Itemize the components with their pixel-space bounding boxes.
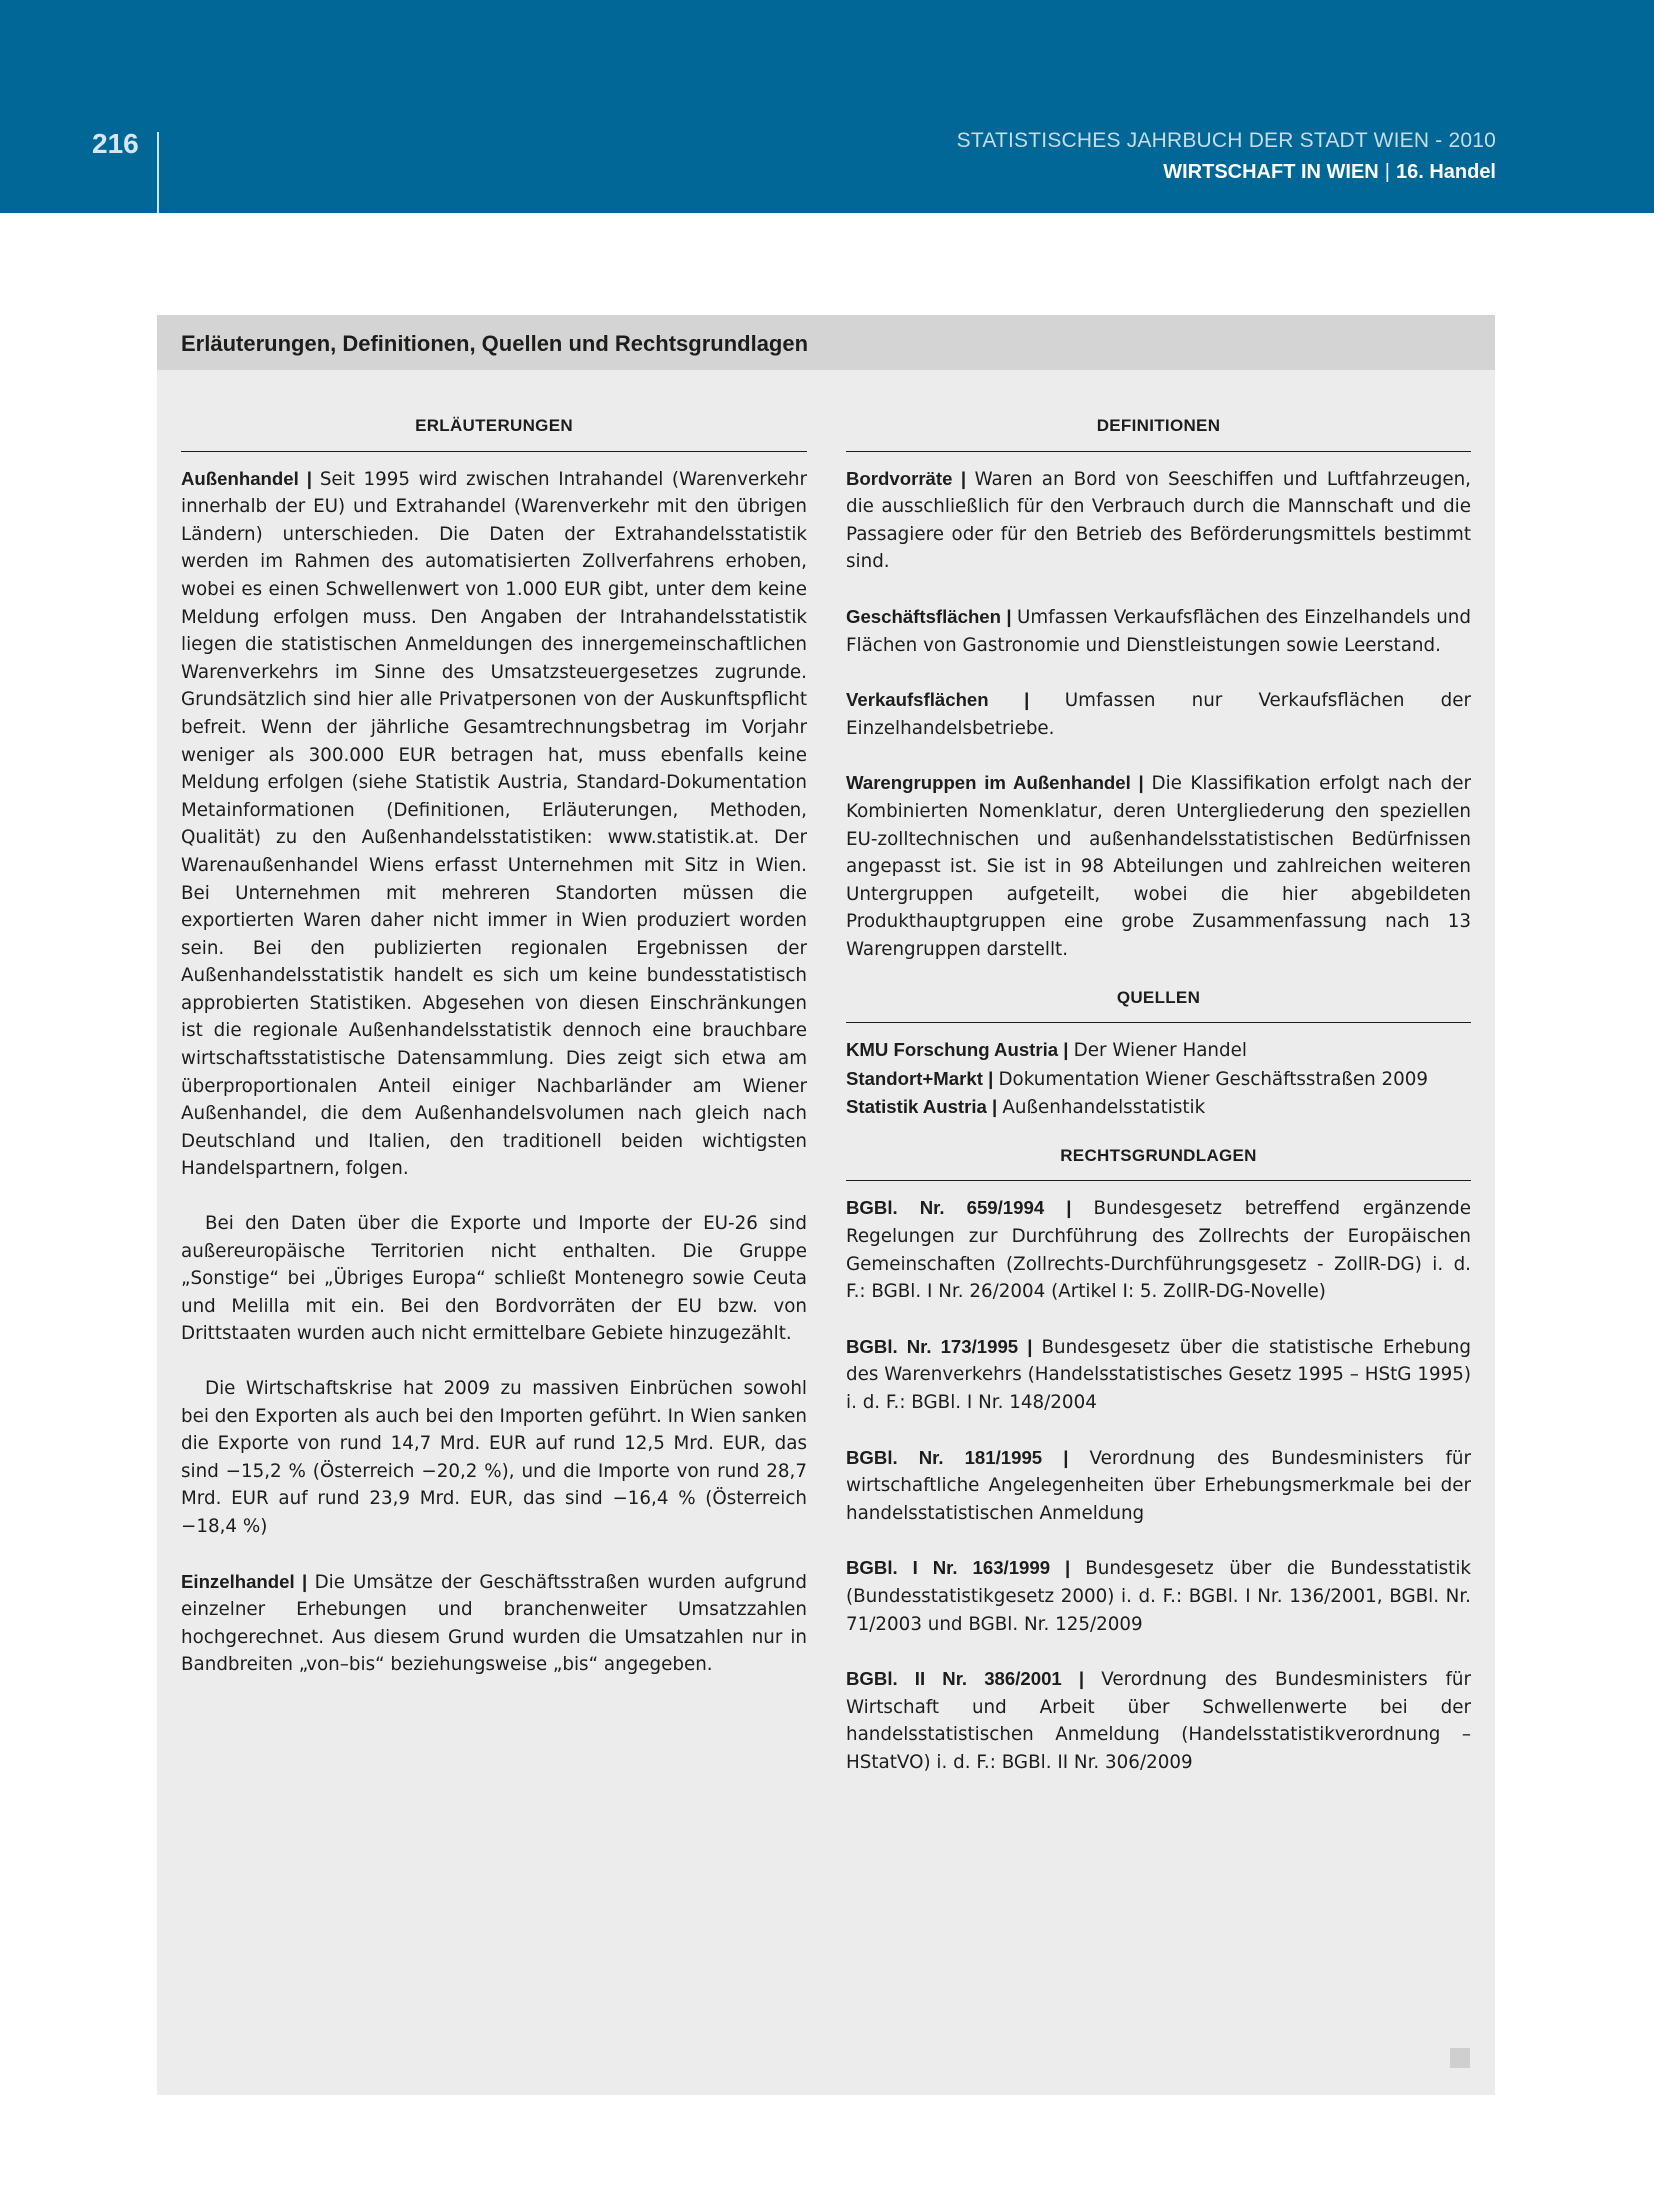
panel-title-bar: [157, 315, 1495, 370]
definition-item: [846, 465, 1471, 576]
definition-item: [846, 769, 1471, 963]
source-item: [846, 1065, 1471, 1094]
source-text: Der Wiener Handel: [1073, 1040, 1247, 1062]
text-einzelhandel: Die Umsätze der Geschäftsstraßen wurden aufgrund einzelner Erhebungen und branchenweiter Umsatzzahlen hochgerechnet. Aus diesem Grund wurden die Umsatzahlen nur in Bandbreiten „von–bis“ beziehungsweise „bis“ angegeben.: [181, 1571, 807, 1676]
term-einzelhandel: Einzelhandel |: [181, 1571, 315, 1592]
column-definitionen: [846, 412, 1471, 1777]
definition-item: [846, 603, 1471, 659]
law-item: [846, 1554, 1471, 1638]
source-term: KMU Forschung Austria |: [846, 1039, 1074, 1060]
heading-quellen: QUELLEN: [846, 984, 1471, 1024]
definition-text: Umfassen Verkaufsflächen des Einzelhandels und Flächen von Gastronomie und Dienstleistungen sowie Leerstand.: [846, 606, 1471, 656]
source-term: Standort+Markt |: [846, 1068, 998, 1089]
heading-erlaeuterungen: ERLÄUTERUNGEN: [181, 412, 807, 452]
column-erlaeuterungen: [181, 412, 807, 1679]
source-text: Dokumentation Wiener Geschäftsstraßen 2009: [998, 1068, 1429, 1090]
section-separator: |: [1384, 161, 1390, 183]
source-item: [846, 1093, 1471, 1122]
law-item: [846, 1333, 1471, 1417]
section-title: [957, 161, 1496, 184]
law-item: [846, 1665, 1471, 1776]
law-term: BGBl. Nr. 181/1995 |: [846, 1447, 1090, 1468]
law-item: [846, 1444, 1471, 1528]
header-divider: [157, 132, 159, 213]
law-text: Verordnung des Bundesministers für wirtschaftliche Angelegenheiten über Erhebungsmerkmale bei der handelsstatistischen Anmeldung: [846, 1447, 1471, 1524]
law-term: BGBl. Nr. 659/1994 |: [846, 1197, 1094, 1218]
law-term: BGBl. Nr. 173/1995 |: [846, 1336, 1042, 1357]
law-text: Bundesgesetz über die statistische Erhebung des Warenverkehrs (Handelsstatistisches Gesetz 1995 – HStG 1995) i. d. F.: BGBl. I Nr. 148/2004: [846, 1336, 1471, 1414]
heading-rechtsgrundlagen: RECHTSGRUNDLAGEN: [846, 1142, 1471, 1182]
definition-item: [846, 686, 1471, 742]
chapter-name: 16. Handel: [1395, 161, 1496, 183]
definition-text: Waren an Bord von Seeschiffen und Luftfahrzeugen, die ausschließlich für den Verbrauch durch die Mannschaft und die Passagiere oder für den Betrieb des Beförderungsmittels bestimmt sind.: [846, 468, 1471, 573]
source-item: [846, 1036, 1471, 1065]
panel-title: Erläuterungen, Definitionen, Quellen und Rechtsgrundlagen: [181, 331, 809, 356]
definition-term: Geschäftsflächen |: [846, 606, 1017, 627]
definition-term: Bordvorräte |: [846, 468, 975, 489]
law-text: Bundesgesetz betreffend ergänzende Regelungen zur Durchführung des Zollrechts der Europäischen Gemeinschaften (Zollrechts-Durchführungsgesetz - ZollR-DG) i. d. F.: BGBl. I Nr. 26/2004 (Artikel I: 5. ZollR-DG-Novelle): [846, 1198, 1471, 1303]
heading-definitionen: DEFINITIONEN: [846, 412, 1471, 452]
law-item: [846, 1194, 1471, 1305]
definition-text: Umfassen nur Verkaufsflächen der Einzelhandelsbetriebe.: [846, 690, 1471, 739]
publication-title: STATISTISCHES JAHRBUCH DER STADT WIEN - 2010: [956, 129, 1496, 152]
page-number: 216: [92, 128, 139, 159]
definition-text: Die Klassifikation erfolgt nach der Kombinierten Nomenklatur, deren Untergliederung den speziellen EU-zolltechnischen und außenhandelsstatistischen Bedürfnissen angepasst ist. Sie ist in 98 Abteilungen und zahlreichen weiteren Untergruppen aufgeteilt, wobei die hier abgebildeten Produkthauptgruppen eine grobe Zusammenfassung nach 13 Warengruppen darstellt.: [846, 773, 1471, 960]
definition-term: Warengruppen im Außenhandel |: [846, 772, 1152, 793]
source-term: Statistik Austria |: [846, 1096, 1002, 1117]
content-panel: [157, 315, 1495, 2095]
law-text: Bundesgesetz über die Bundesstatistik (Bundesstatistikgesetz 2000) i. d. F.: BGBl. I Nr. 136/2001, BGBl. Nr. 71/2003 und BGBl. Nr. 125/2009: [846, 1558, 1472, 1635]
running-header: [957, 129, 1496, 184]
law-term: BGBl. II Nr. 386/2001 |: [846, 1668, 1101, 1689]
paragraph-aussenhandel: [181, 465, 807, 1183]
paragraph-wirtschaftskrise: Die Wirtschaftskrise hat 2009 zu massiven Einbrüchen sowohl bei den Exporten als auch bei den Importen geführt. In Wien sanken die Exporte von rund 14,7 Mrd. EUR auf rund 12,5 Mrd. EUR, das sind −15,2 % (Österreich −20,2 %), und die Importe von rund 28,7 Mrd. EUR auf rund 23,9 Mrd. EUR, das sind −16,4 % (Österreich −18,4 %): [181, 1378, 807, 1537]
law-text: Verordnung des Bundesministers für Wirtschaft und Arbeit über Schwellenwerte bei der handelsstatistischen Anmeldung (Handelsstatistikverordnung – HStatVO) i. d. F.: BGBl. II Nr. 306/2009: [846, 1669, 1471, 1773]
term-aussenhandel: Außenhandel |: [181, 468, 320, 489]
corner-marker: [1450, 2048, 1470, 2068]
definition-term: Verkaufsflächen |: [846, 689, 1065, 710]
paragraph-eu26: Bei den Daten über die Exporte und Importe der EU-26 sind außereuropäische Territorien nicht enthalten. Die Gruppe „Sonstige“ bei „Übriges Europa“ schließt Montenegro sowie Ceuta und Melilla mit ein. Bei den Bordvorräten der EU bzw. von Drittstaaten wurden auch nicht ermittelbare Gebiete hinzugezählt.: [181, 1213, 807, 1345]
source-text: Außenhandelsstatistik: [1002, 1097, 1206, 1119]
paragraph-einzelhandel: [181, 1568, 807, 1679]
page-header: [0, 0, 1654, 213]
law-term: BGBl. I Nr. 163/1999 |: [846, 1557, 1085, 1578]
section-name: WIRTSCHAFT IN WIEN: [1163, 161, 1379, 183]
text-aussenhandel: Seit 1995 wird zwischen Intrahandel (Warenverkehr innerhalb der EU) und Extrahandel (Warenverkehr mit den übrigen Ländern) unterschieden. Die Daten der Extrahandelsstatistik werden im Rahmen des automatisierten Zollverfahrens erhoben, wobei es einen Schwellenwert von 1.000 EUR gibt, unter dem keine Meldung erfolgen muss. Den Angaben der Intrahandelsstatistik liegen die statistischen Anmeldungen des innergemeinschaftlichen Warenverkehrs im Sinne des Umsatzsteuergesetzes zugrunde. Grundsätzlich sind hier alle Privatpersonen von der Auskunftspflicht befreit. Wenn der jährliche Gesamtrechnungsbetrag im Vorjahr weniger als 300.000 EUR betragen hat, muss ebenfalls keine Meldung erfolgen (siehe Statistik Austria, Standard-Dokumentation Metainformationen (Definitionen, Erläuterungen, Methoden, Qualität) zu den Außenhandelsstatistiken: www.statistik.at. Der Warenaußenhandel Wiens erfasst Unternehmen mit Sitz in Wien. Bei Unternehmen mit mehreren Standorten müssen die exportierten Waren daher nicht immer in Wien produziert worden sein. Bei den publizierten regionalen Ergebnissen der Außenhandelsstatistik handelt es sich um keine bundesstatistisch approbierten Statistiken. Abgesehen von diesen Einschränkungen ist die regionale Außenhandelsstatistik dennoch eine brauchbare wirtschaftsstatistische Datensammlung. Dies zeigt sich etwa am überproportionalen Anteil einiger Nachbarländer am Wiener Außenhandel, die dem Außenhandelsvolumen nach gleich nach Deutschland und Italien, den traditionell beiden wichtigsten Handelspartnern, folgen.: [181, 468, 807, 1180]
